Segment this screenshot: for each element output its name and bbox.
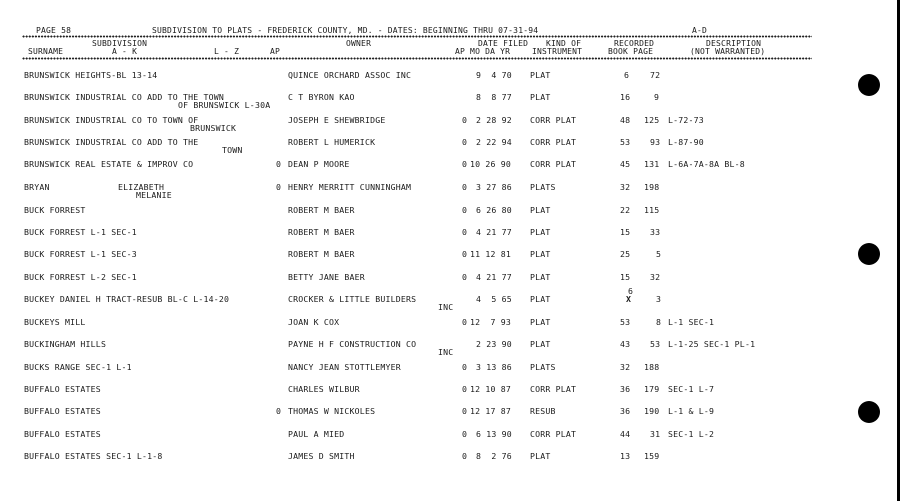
row-given-name-cont: MELANIE <box>136 190 172 200</box>
row-owner: JAMES D SMITH <box>288 451 355 461</box>
col-ap-1: AP <box>270 47 281 56</box>
row-kind: PLATS <box>530 362 556 372</box>
row-subdivision: BRUNSWICK REAL ESTATE & IMPROV CO <box>24 159 194 169</box>
row-subdivision: BUCK FORREST L-1 SEC-1 <box>24 227 137 237</box>
row-subdivision: BUCKEYS MILL <box>24 317 86 327</box>
row-description: L-6A-7A-8A BL-8 <box>668 159 745 169</box>
row-subdivision: BUFFALO ESTATES <box>24 384 101 394</box>
row-ap: 0 <box>462 429 468 439</box>
row-book: 16 <box>620 92 631 102</box>
row-date: 3 13 86 <box>476 362 512 372</box>
row-subdivision: BUCKINGHAM HILLS <box>24 339 107 349</box>
row-page: 93 <box>650 137 661 147</box>
row-date: 9 4 70 <box>476 70 512 80</box>
row-subdivision: BRUNSWICK INDUSTRIAL CO ADD TO THE TOWN <box>24 92 225 102</box>
row-ap: 0 <box>462 115 468 125</box>
col-not-warranted: (NOT WARRANTED) <box>690 47 766 56</box>
row-book: 45 <box>620 159 631 169</box>
row-kind: PLAT <box>530 70 551 80</box>
punch-hole-middle <box>858 243 880 265</box>
row-kind: PLAT <box>530 272 551 282</box>
row-book: 36 <box>620 384 631 394</box>
row-page: 31 <box>650 429 661 439</box>
row-date: 6 13 90 <box>476 429 512 439</box>
row-page: 188 <box>644 362 660 372</box>
row-subdivision: BUFFALO ESTATES SEC-1 L-1-8 <box>24 451 163 461</box>
row-kind: RESUB <box>530 406 556 416</box>
row-page: 33 <box>650 227 661 237</box>
row-owner: PAUL A MIED <box>288 429 345 439</box>
row-subdivision: BUCK FORREST <box>24 205 86 215</box>
row-date: 8 8 77 <box>476 92 512 102</box>
row-ap: 0 <box>462 384 468 394</box>
row-subdivision: BUFFALO ESTATES <box>24 406 101 416</box>
row-kind: CORR PLAT <box>530 137 577 147</box>
row-ap: 0 <box>462 205 468 215</box>
row-page: 32 <box>650 272 661 282</box>
row-book: 36 <box>620 406 631 416</box>
row-owner-cont: INC <box>438 347 454 357</box>
col-subdivision: SUBDIVISION <box>92 39 148 48</box>
row-book: 53 <box>620 317 631 327</box>
star-rule-bottom <box>22 57 812 60</box>
row-page: 3 <box>656 294 662 304</box>
row-description: SEC-1 L-7 <box>668 384 715 394</box>
row-description: L-1 & L-9 <box>668 406 715 416</box>
row-surname: BRYAN <box>24 182 50 192</box>
row-description: L-1 SEC-1 <box>668 317 715 327</box>
row-book: 15 <box>620 272 631 282</box>
row-book: X <box>626 294 632 304</box>
row-page: 198 <box>644 182 660 192</box>
row-owner: QUINCE ORCHARD ASSOC INC <box>288 70 412 80</box>
row-subdivision-cont: OF BRUNSWICK L-30A <box>178 100 271 110</box>
col-recorded: RECORDED <box>614 39 655 48</box>
row-book: 53 <box>620 137 631 147</box>
row-owner: JOSEPH E SHEWBRIDGE <box>288 115 386 125</box>
row-owner-cont: INC <box>438 302 454 312</box>
row-page: 131 <box>644 159 660 169</box>
row-owner: CROCKER & LITTLE BUILDERS <box>288 294 417 304</box>
row-subdivision: BRUNSWICK HEIGHTS-BL 13-14 <box>24 70 158 80</box>
row-book: 48 <box>620 115 631 125</box>
row-page: 5 <box>656 249 662 259</box>
col-instrument: INSTRUMENT <box>532 47 583 56</box>
row-owner-ap: 0 <box>276 406 282 416</box>
col-owner: OWNER <box>346 39 372 48</box>
row-subdivision: BUCK FORREST L-1 SEC-3 <box>24 249 137 259</box>
col-date-filed: DATE FILED <box>478 39 529 48</box>
row-page: 115 <box>644 205 660 215</box>
row-page: 190 <box>644 406 660 416</box>
row-owner: NANCY JEAN STOTTLEMYER <box>288 362 401 372</box>
row-book: 44 <box>620 429 631 439</box>
row-owner: THOMAS W NICKOLES <box>288 406 376 416</box>
row-book: 32 <box>620 182 631 192</box>
row-kind: CORR PLAT <box>530 384 577 394</box>
row-ap: 0 <box>462 451 468 461</box>
row-kind: CORR PLAT <box>530 115 577 125</box>
row-book: 22 <box>620 205 631 215</box>
row-date: 2 23 90 <box>476 339 512 349</box>
row-kind: PLAT <box>530 294 551 304</box>
row-owner: HENRY MERRITT CUNNINGHAM <box>288 182 412 192</box>
row-page: 159 <box>644 451 660 461</box>
row-ap: 0 <box>462 227 468 237</box>
row-book: 43 <box>620 339 631 349</box>
letter-range: A-D <box>692 26 708 35</box>
row-book: 13 <box>620 451 631 461</box>
row-kind: CORR PLAT <box>530 159 577 169</box>
row-ap: 0 <box>462 159 468 169</box>
row-description: L-1-25 SEC-1 PL-1 <box>668 339 756 349</box>
row-page: 53 <box>650 339 661 349</box>
row-ap: 0 <box>462 406 468 416</box>
row-ap: 0 <box>462 137 468 147</box>
row-subdivision: BRUNSWICK INDUSTRIAL CO TO TOWN OF <box>24 115 199 125</box>
row-ap: 0 <box>462 182 468 192</box>
row-page: 179 <box>644 384 660 394</box>
row-owner: CHARLES WILBUR <box>288 384 360 394</box>
row-date: 2 28 92 <box>476 115 512 125</box>
row-date: 11 12 81 <box>470 249 512 259</box>
row-subdivision-cont: TOWN <box>222 145 243 155</box>
row-kind: PLAT <box>530 92 551 102</box>
row-date: 8 2 76 <box>476 451 512 461</box>
row-date: 4 21 77 <box>476 227 512 237</box>
row-description: SEC-1 L-2 <box>668 429 715 439</box>
row-kind: PLATS <box>530 182 556 192</box>
row-kind: PLAT <box>530 249 551 259</box>
row-ap: 0 <box>462 249 468 259</box>
punch-hole-bottom <box>858 401 880 423</box>
row-description: L-87-90 <box>668 137 704 147</box>
row-ap: 0 <box>462 362 468 372</box>
row-owner-ap: 0 <box>276 159 282 169</box>
row-date: 12 17 87 <box>470 406 512 416</box>
row-page: 9 <box>654 92 660 102</box>
row-date: 4 5 65 <box>476 294 512 304</box>
row-date: 4 21 77 <box>476 272 512 282</box>
col-a-k: A - K <box>112 47 138 56</box>
row-kind: PLAT <box>530 317 551 327</box>
row-date: 3 27 86 <box>476 182 512 192</box>
punch-hole-top <box>858 74 880 96</box>
row-date: 12 10 87 <box>470 384 512 394</box>
row-ap: 0 <box>462 317 468 327</box>
row-owner: ROBERT M BAER <box>288 205 355 215</box>
row-owner-ap: 0 <box>276 182 282 192</box>
col-l-z: L - Z <box>214 47 240 56</box>
row-subdivision: BUFFALO ESTATES <box>24 429 101 439</box>
col-book-page: BOOK PAGE <box>608 47 654 56</box>
row-kind: PLAT <box>530 227 551 237</box>
row-subdivision-cont: BRUNSWICK <box>190 123 237 133</box>
row-page: 72 <box>650 70 661 80</box>
row-owner: ROBERT M BAER <box>288 227 355 237</box>
row-subdivision: BRUNSWICK INDUSTRIAL CO ADD TO THE <box>24 137 199 147</box>
row-book: 15 <box>620 227 631 237</box>
row-subdivision: BUCKEY DANIEL H TRACT-RESUB BL-C L-14-20 <box>24 294 230 304</box>
row-owner: JOAN K COX <box>288 317 340 327</box>
row-owner: BETTY JANE BAER <box>288 272 365 282</box>
page-number: PAGE 58 <box>36 26 72 35</box>
row-given-name: ELIZABETH <box>118 182 165 192</box>
row-kind: CORR PLAT <box>530 429 577 439</box>
col-kind-of: KIND OF <box>546 39 582 48</box>
row-owner: ROBERT L HUMERICK <box>288 137 376 147</box>
row-book: 32 <box>620 362 631 372</box>
row-date: 10 26 90 <box>470 159 512 169</box>
row-page: 8 <box>656 317 662 327</box>
col-ap-mo-da-yr: AP MO DA YR <box>455 47 511 56</box>
row-book: 6 <box>624 70 630 80</box>
col-description: DESCRIPTION <box>706 39 762 48</box>
row-book: 25 <box>620 249 631 259</box>
row-description: L-72-73 <box>668 115 704 125</box>
row-kind: PLAT <box>530 451 551 461</box>
row-owner: ROBERT M BAER <box>288 249 355 259</box>
row-date: 2 22 94 <box>476 137 512 147</box>
row-subdivision: BUCK FORREST L-2 SEC-1 <box>24 272 137 282</box>
row-owner: PAYNE H F CONSTRUCTION CO <box>288 339 417 349</box>
row-book-handwritten: 6 <box>628 286 634 296</box>
row-subdivision: BUCKS RANGE SEC-1 L-1 <box>24 362 132 372</box>
row-ap: 0 <box>462 272 468 282</box>
report-title: SUBDIVISION TO PLATS - FREDERICK COUNTY, MD. - DATES: BEGINNING THRU 07-31-94 <box>152 26 539 35</box>
row-owner: DEAN P MOORE <box>288 159 350 169</box>
row-date: 12 7 93 <box>470 317 512 327</box>
row-date: 6 26 80 <box>476 205 512 215</box>
star-rule-top <box>22 35 812 38</box>
row-kind: PLAT <box>530 339 551 349</box>
row-kind: PLAT <box>530 205 551 215</box>
row-owner: C T BYRON KAO <box>288 92 355 102</box>
col-surname: SURNAME <box>28 47 64 56</box>
row-page: 125 <box>644 115 660 125</box>
